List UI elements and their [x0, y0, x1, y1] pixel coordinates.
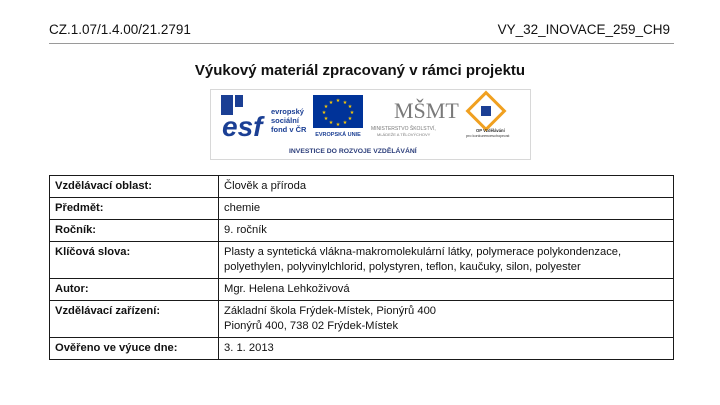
- row-value: [219, 338, 674, 360]
- row-value-line: 3. 1. 2013: [224, 342, 274, 354]
- row-value-line: chemie: [224, 202, 261, 214]
- row-label: Autor:: [50, 279, 219, 301]
- svg-text:★: ★: [328, 120, 334, 126]
- logo-tagline: INVESTICE DO ROZVOJE VZDĚLÁVÁNÍ: [289, 148, 417, 155]
- msmt-text-line2: MLÁDEŽE A TĚLOVÝCHOVY: [377, 132, 431, 137]
- table-row: [50, 279, 674, 301]
- material-code: VY_32_INOVACE_259_CH9: [497, 22, 670, 37]
- esf-mark: esf: [222, 111, 263, 142]
- row-value-line: Mgr. Helena Lehkoživová: [224, 283, 350, 295]
- op-text-line2: pro konkurenceschopnost: [466, 134, 510, 138]
- page-title: Výukový materiál zpracovaný v rámci projektu: [194, 62, 526, 79]
- row-label: Vzdělávací zařízení:: [50, 301, 219, 338]
- eu-label: EVROPSKÁ UNIE: [315, 132, 361, 138]
- esf-text-line3: fond v ČR: [271, 125, 307, 134]
- svg-text:★: ★: [335, 122, 341, 128]
- eu-flag-logo: [313, 95, 363, 138]
- row-value-line: Plasty a syntetická vlákna-makromolekulární látky, polymerace polykondenzace,: [224, 246, 622, 258]
- msmt-mark: MŠMT: [394, 98, 459, 123]
- metadata-table: [49, 175, 674, 360]
- row-value-line: 9. ročník: [224, 224, 267, 236]
- row-value: [219, 198, 674, 220]
- header-divider: [49, 43, 674, 44]
- svg-text:★: ★: [342, 120, 348, 126]
- esf-text-line1: evropský: [271, 107, 304, 116]
- row-label: Vzdělávací oblast:: [50, 176, 219, 198]
- svg-text:★: ★: [328, 100, 334, 106]
- svg-text:★: ★: [335, 98, 341, 104]
- svg-text:★: ★: [342, 100, 348, 106]
- table-row: [50, 176, 674, 198]
- row-value: [219, 220, 674, 242]
- table-row: [50, 301, 674, 338]
- svg-text:★: ★: [321, 110, 327, 116]
- row-label: Předmět:: [50, 198, 219, 220]
- row-value-line: polyethylen, polyvinylchlorid, polystyren, teflon, kaučuky, silon, polyester: [224, 261, 581, 273]
- table-row: [50, 220, 674, 242]
- row-value: [219, 301, 674, 338]
- msmt-text-line1: MINISTERSTVO ŠKOLSTVÍ,: [371, 126, 436, 132]
- svg-text:★: ★: [323, 104, 329, 110]
- msmt-logo: [371, 98, 459, 137]
- svg-text:★: ★: [349, 110, 355, 116]
- row-label: Ročník:: [50, 220, 219, 242]
- row-value: [219, 242, 674, 279]
- esf-logo: [221, 95, 307, 142]
- project-logo-banner: [210, 89, 531, 160]
- svg-text:★: ★: [347, 116, 353, 122]
- row-value-line: Pionýrů 400, 738 02 Frýdek-Místek: [224, 320, 399, 332]
- row-value: [219, 279, 674, 301]
- table-row: [50, 242, 674, 279]
- row-value-line: Základní škola Frýdek-Místek, Pionýrů 400: [224, 305, 437, 317]
- table-row: [50, 198, 674, 220]
- op-text-line1: OP Vzdělávání: [476, 128, 505, 133]
- row-value-line: Člověk a příroda: [224, 180, 307, 192]
- table-row: [50, 338, 674, 360]
- logo-banner-graphic: [211, 90, 530, 159]
- svg-text:★: ★: [323, 116, 329, 122]
- svg-text:★: ★: [347, 104, 353, 110]
- row-label: Ověřeno ve výuce dne:: [50, 338, 219, 360]
- row-value: [219, 176, 674, 198]
- project-code: CZ.1.07/1.4.00/21.2791: [49, 22, 191, 37]
- esf-text-line2: sociální: [271, 116, 299, 125]
- op-vk-logo: [466, 93, 510, 138]
- row-label: Klíčová slova:: [50, 242, 219, 279]
